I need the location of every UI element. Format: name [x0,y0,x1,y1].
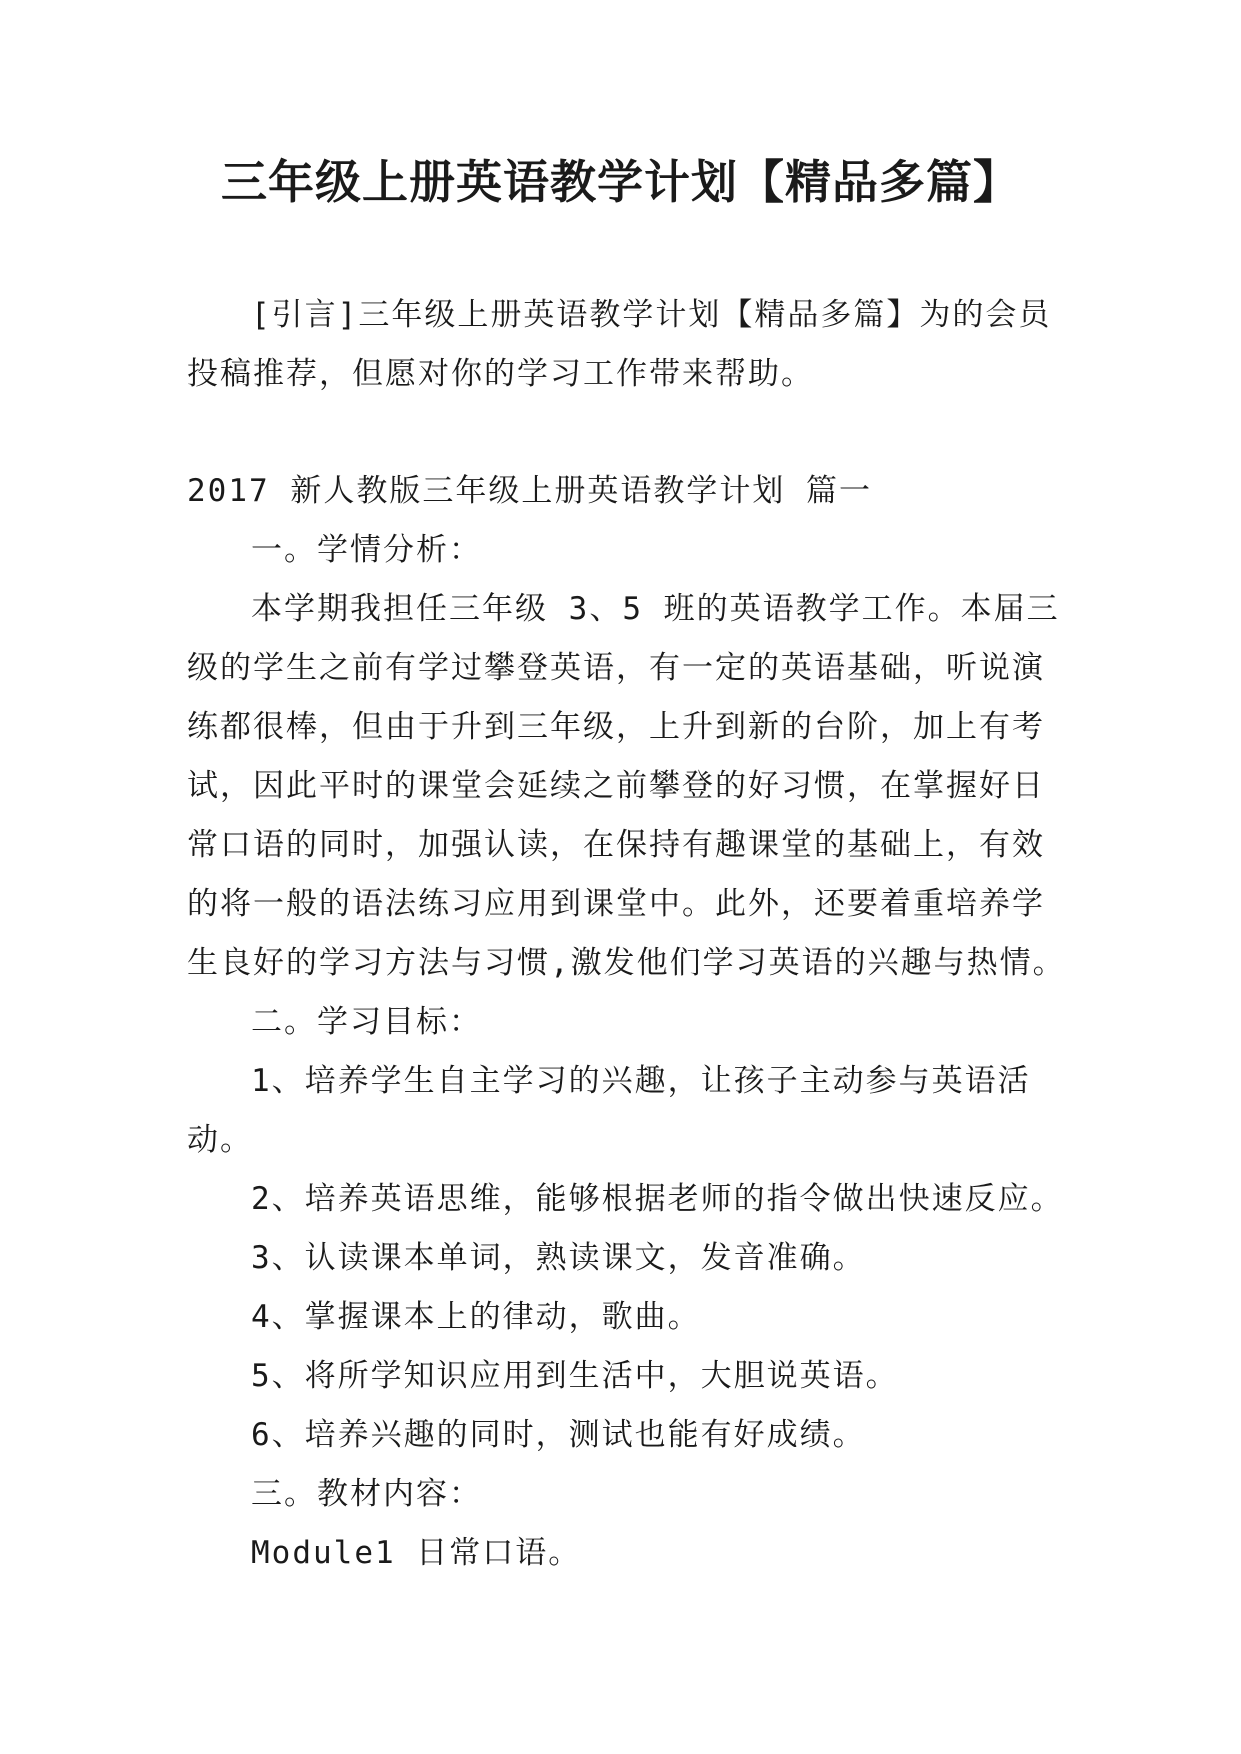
goal-1-line-2: 动。 [187,1122,253,1158]
analysis-line-7: 生良好的学习方法与习惯,激发他们学习英语的兴趣与热情。 [187,945,1066,981]
analysis-line-1: 本学期我担任三年级 3、5 班的英语教学工作。本届三 [251,591,1060,627]
goal-1-line-1: 1、培养学生自主学习的兴趣，让孩子主动参与英语活 [251,1063,1031,1099]
analysis-line-3: 练都很棒，但由于升到三年级，上升到新的台阶，加上有考 [187,709,1045,745]
heading-analysis: 一。学情分析： [251,532,482,568]
goal-6: 6、培养兴趣的同时，测试也能有好成绩。 [251,1417,866,1453]
heading-goals: 二。学习目标： [251,1004,482,1040]
goal-3: 3、认读课本单词，熟读课文，发音准确。 [251,1240,866,1276]
section-body [187,462,1067,1583]
goal-5: 5、将所学知识应用到生活中，大胆说英语。 [251,1358,899,1394]
section-heading: 2017 新人教版三年级上册英语教学计划 篇一 [187,473,872,509]
analysis-line-5: 常口语的同时，加强认读，在保持有趣课堂的基础上，有效 [187,827,1045,863]
intro-line-1: [引言]三年级上册英语教学计划【精品多篇】为的会员 [251,297,1052,333]
intro-line-2: 投稿推荐，但愿对你的学习工作带来帮助。 [187,356,814,392]
heading-materials: 三。教材内容： [251,1476,482,1512]
analysis-line-6: 的将一般的语法练习应用到课堂中。此外，还要着重培养学 [187,886,1045,922]
module-1-line: Module1 日常口语。 [251,1535,582,1571]
goal-4: 4、掌握课本上的律动，歌曲。 [251,1299,701,1335]
intro-paragraph [187,286,1067,404]
goal-2: 2、培养英语思维，能够根据老师的指令做出快速反应。 [251,1181,1064,1217]
analysis-line-2: 级的学生之前有学过攀登英语，有一定的英语基础，听说演 [187,650,1045,686]
analysis-line-4: 试，因此平时的课堂会延续之前攀登的好习惯，在掌握好日 [187,768,1045,804]
document-title: 三年级上册英语教学计划【精品多篇】 [221,155,1020,209]
